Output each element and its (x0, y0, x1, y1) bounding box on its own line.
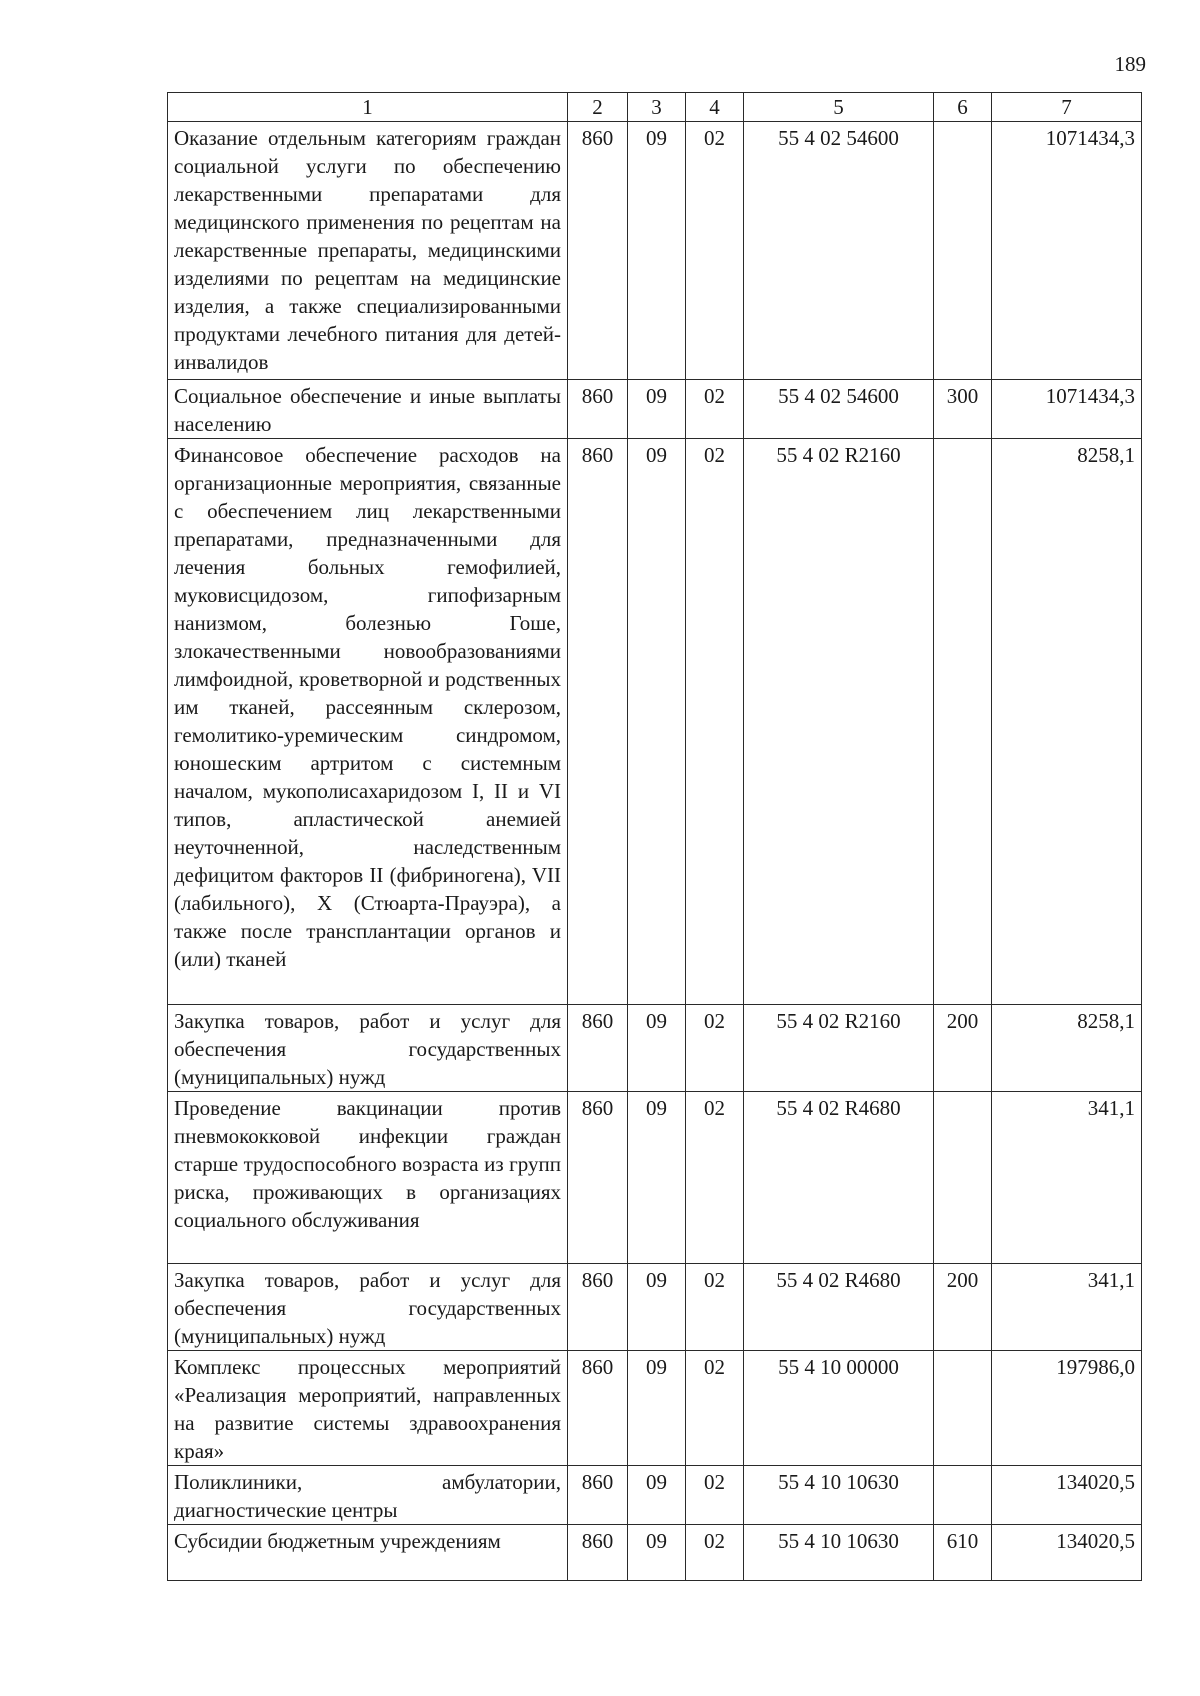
column-header: 6 (934, 93, 992, 122)
row-name: Закупка товаров, работ и услуг для обеспечения государственных (муниципальных) нужд (168, 1264, 568, 1351)
row-col-4: 02 (686, 122, 744, 380)
row-col-5: 55 4 10 10630 (744, 1466, 934, 1525)
row-name: Поликлиники, амбулатории, диагностические центры (168, 1466, 568, 1525)
row-col-5: 55 4 02 R2160 (744, 439, 934, 1005)
row-col-7: 1071434,3 (992, 122, 1142, 380)
table-row (168, 122, 1142, 380)
page-number: 189 (1114, 52, 1146, 76)
row-col-4: 02 (686, 1005, 744, 1092)
row-col-5: 55 4 02 54600 (744, 380, 934, 439)
table-row (168, 439, 1142, 1005)
row-col-7: 197986,0 (992, 1351, 1142, 1466)
row-col-4: 02 (686, 380, 744, 439)
row-col-3: 09 (628, 1092, 686, 1264)
row-col-7: 8258,1 (992, 1005, 1142, 1092)
row-col-6 (934, 1351, 992, 1466)
row-col-6 (934, 122, 992, 380)
row-col-6 (934, 439, 992, 1005)
row-col-7: 134020,5 (992, 1466, 1142, 1525)
row-col-2: 860 (568, 122, 628, 380)
row-col-4: 02 (686, 1092, 744, 1264)
table-row (168, 380, 1142, 439)
column-header: 2 (568, 93, 628, 122)
row-col-6 (934, 1092, 992, 1264)
row-col-7: 341,1 (992, 1092, 1142, 1264)
column-header: 1 (168, 93, 568, 122)
table-row (168, 1351, 1142, 1466)
row-col-5: 55 4 02 54600 (744, 122, 934, 380)
table-row (168, 1525, 1142, 1581)
row-name: Закупка товаров, работ и услуг для обеспечения государственных (муниципальных) нужд (168, 1005, 568, 1092)
row-name: Финансовое обеспечение расходов на организационные мероприятия, связанные с обеспечением лиц лекарственными препаратами, предназначенными для лечения больных гемофилией, муковисцидозом, гипофизарным нанизмом, болезнью Гоше, злокачественными новообразованиями лимфоидной, кроветворной и родственных им тканей, рассеянным склерозом, гемолитико-уремическим синдромом, юношеским артритом с системным началом, мукополисахаридозом I, II и VI типов, апластической анемией неуточненной, наследственным дефицитом факторов II (фибриногена), VII (лабильного), X (Стюарта-Прауэра), а также после трансплантации органов и (или) тканей (168, 439, 568, 1005)
row-col-7: 8258,1 (992, 439, 1142, 1005)
row-col-5: 55 4 10 00000 (744, 1351, 934, 1466)
row-col-5: 55 4 02 R4680 (744, 1092, 934, 1264)
row-col-6: 200 (934, 1005, 992, 1092)
row-col-2: 860 (568, 1092, 628, 1264)
table-row (168, 1092, 1142, 1264)
row-name: Комплекс процессных мероприятий «Реализация мероприятий, направленных на развитие системы здравоохранения края» (168, 1351, 568, 1466)
row-col-6: 200 (934, 1264, 992, 1351)
row-col-2: 860 (568, 1351, 628, 1466)
row-name: Субсидии бюджетным учреждениям (168, 1525, 568, 1581)
row-col-6 (934, 1466, 992, 1525)
row-col-3: 09 (628, 380, 686, 439)
table-row (168, 1466, 1142, 1525)
row-col-3: 09 (628, 1264, 686, 1351)
table-row (168, 1005, 1142, 1092)
row-col-7: 341,1 (992, 1264, 1142, 1351)
row-col-3: 09 (628, 439, 686, 1005)
column-header: 7 (992, 93, 1142, 122)
row-col-4: 02 (686, 1466, 744, 1525)
row-col-6: 300 (934, 380, 992, 439)
row-col-3: 09 (628, 1466, 686, 1525)
row-col-4: 02 (686, 1525, 744, 1581)
row-col-3: 09 (628, 1005, 686, 1092)
row-col-7: 1071434,3 (992, 380, 1142, 439)
table-row (168, 1264, 1142, 1351)
row-col-4: 02 (686, 439, 744, 1005)
row-name: Социальное обеспечение и иные выплаты населению (168, 380, 568, 439)
row-col-2: 860 (568, 439, 628, 1005)
column-header: 4 (686, 93, 744, 122)
row-col-2: 860 (568, 1005, 628, 1092)
row-name: Проведение вакцинации против пневмококковой инфекции граждан старше трудоспособного возраста из групп риска, проживающих в организациях социального обслуживания (168, 1092, 568, 1264)
row-col-7: 134020,5 (992, 1525, 1142, 1581)
column-header: 5 (744, 93, 934, 122)
row-col-5: 55 4 02 R2160 (744, 1005, 934, 1092)
row-col-3: 09 (628, 1525, 686, 1581)
row-col-2: 860 (568, 380, 628, 439)
row-col-4: 02 (686, 1264, 744, 1351)
row-col-3: 09 (628, 1351, 686, 1466)
column-header: 3 (628, 93, 686, 122)
row-name: Оказание отдельным категориям граждан социальной услуги по обеспечению лекарственными препаратами для медицинского применения по рецептам на лекарственные препараты, медицинскими изделиями по рецептам на медицинские изделия, а также специализированными продуктами лечебного питания для детей-инвалидов (168, 122, 568, 380)
row-col-6: 610 (934, 1525, 992, 1581)
row-col-4: 02 (686, 1351, 744, 1466)
row-col-5: 55 4 10 10630 (744, 1525, 934, 1581)
table-header-row (168, 93, 1142, 122)
row-col-2: 860 (568, 1466, 628, 1525)
row-col-2: 860 (568, 1525, 628, 1581)
row-col-2: 860 (568, 1264, 628, 1351)
budget-table (167, 92, 1142, 1581)
row-col-3: 09 (628, 122, 686, 380)
row-col-5: 55 4 02 R4680 (744, 1264, 934, 1351)
